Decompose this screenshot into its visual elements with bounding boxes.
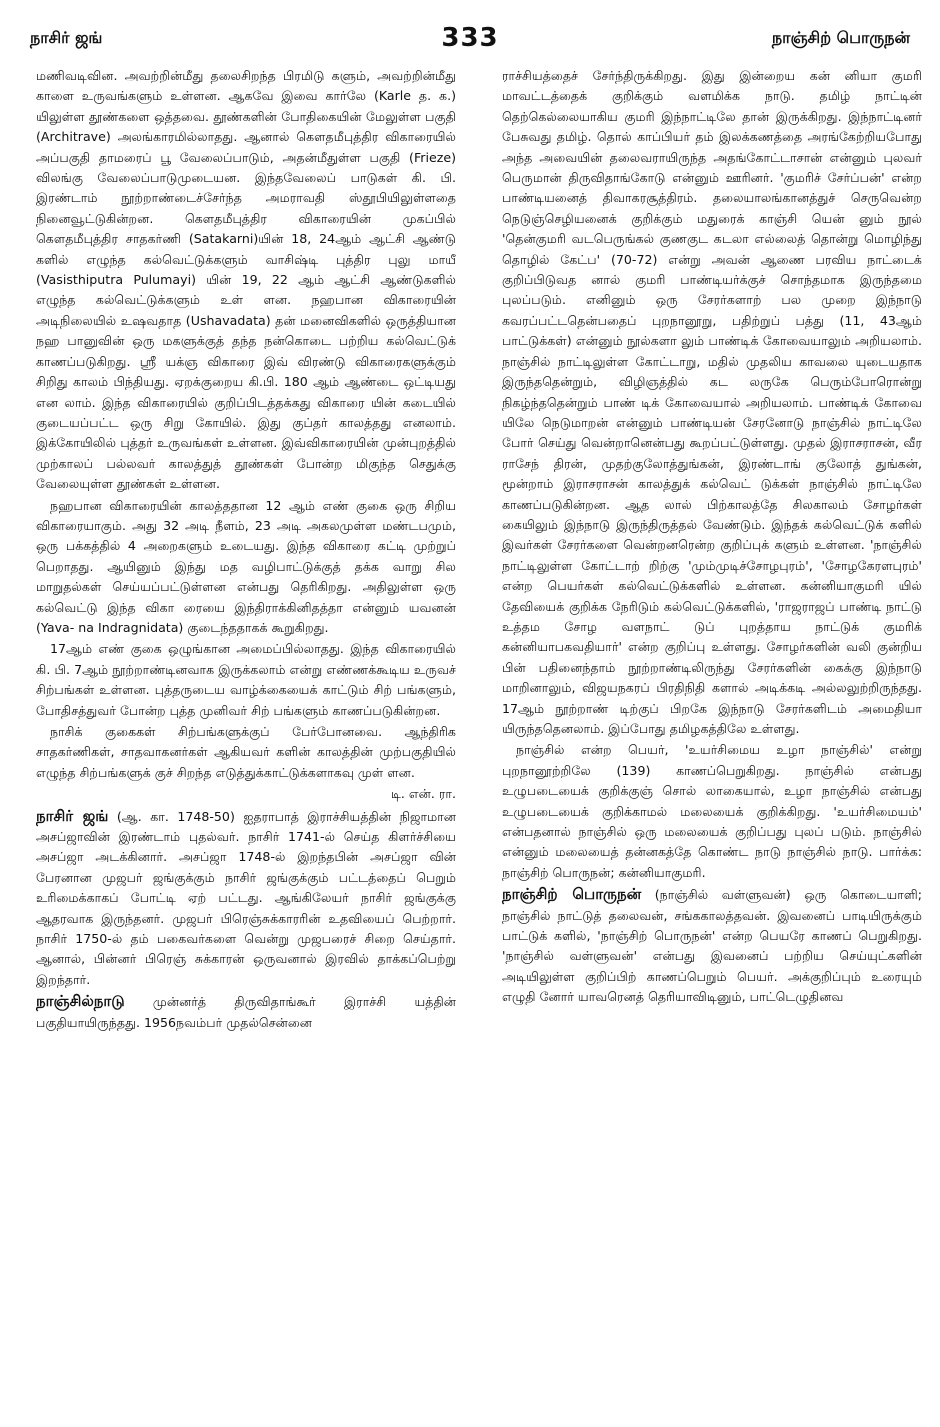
right-column xyxy=(502,66,922,1411)
entry-nanjil-porunan xyxy=(502,884,922,1007)
entry-headword: நாஞ்சிற் பொருநன் xyxy=(502,885,642,904)
entry-text: ஒரு கொடையாளி; நாஞ்சில் நாட்டுத் தலைவன், சங்ககாலத்தவன். இவனைப் பாடியிருக்கும் பாட்டுக் களில், 'நாஞ்சிற் பொருநன்' என்ற பெயரே காணப் பெறுகிறது. 'நாஞ்சில் வள்ளுவன்' என்பது இவனைப் பற்றிய செய்யுட்களின் அடியிலுள்ள குறிப்பிற் காணப்பெறும் பெயர். அக்குறிப்பும் உரையும் எழுதி னோர் யாவரெனத் தெரியாவிடினும், பாட்டெழுதினவ xyxy=(502,887,922,1005)
entry-text: முன்னர்த் திருவிதாங்கூர் இராச்சி யத்தின் பகுதியாயிருந்தது. 1956நவம்பர் முதல்சென்னை xyxy=(36,994,456,1030)
page-number: 333 xyxy=(441,23,499,53)
page-header xyxy=(30,23,910,60)
entry-headword: நாஞ்சில்நாடு xyxy=(36,992,125,1011)
entry-nasir-jung xyxy=(36,806,456,991)
paragraph: 17ஆம் எண் குகை ஒழுங்கான அமைப்பில்லாதது. இந்த விகாரையில் கி. பி. 7ஆம் நூற்றாண்டினவாக இருக்கலாம் என்று எண்ணக்கூடிய உருவச் சிற்பங்கள் உள்ளன. புத்தருடைய வாழ்க்கையைக் காட்டும் சிற் பங்களும், போதிசத்துவர் போன்ற புத்த முனிவர் சிற் பங்களும் காணப்படுகின்றன. xyxy=(36,641,456,718)
author-signature: டி. என். ரா. xyxy=(390,786,456,802)
paragraph: நாசிக் குகைகள் சிற்பங்களுக்குப் பேர்போனவை. ஆந்திரிக சாதகர்ணிகள், சாதவாகனர்கள் ஆகியவர் களின் காலத்தின் முற்பகுதியில் எழுந்த சிற்பங்களுக் குச் சிறந்த எடுத்துக்காட்டுக்களாகவு முள் ளன. xyxy=(36,724,456,780)
left-column xyxy=(36,66,456,1411)
entry-subtitle: (நாஞ்சில் வள்ளுவன்) xyxy=(641,887,791,903)
entry-text: (ஆ. கா. 1748-50) ஐதராபாத் இராச்சியத்தின் நிஜாமான அசப்ஜாவின் இரண்டாம் புதல்வர். நாசிர் 1741-ல் செய்த கிளர்ச்சியை அசப்ஜா அடக்கினார். அசப்ஜா 1748-ல் இறந்தபின் அசப்ஜா வின் பேரனான முஜபர் ஜங்குக்கும் நாசிர் ஜங்குக்கும் பட்டத்தைப் பெறும் உரிமைக்காகப் போட்டி ஏற் பட்டது. ஆங்கிலேயர் நாசிர் ஜங்குக்கு ஆதரவாக இருந்தனர். முஜபர் பிரெஞ்சுக்காரரின் உதவியைப் பெற்றார். நாசிர் 1750-ல் தம் பகைவர்களை வென்று முஜபரைச் சிறை செய்தார். ஆனால், பின்னர் பிரெஞ் சுக்காரன் ஒருவனால் இரவில் தாக்கப்பெற்று இறந்தார். xyxy=(36,808,456,987)
paragraph: நாஞ்சில் என்ற பெயர், 'உயர்சிமைய உழா நாஞ்சில்' என்று புறநானூற்றிலே (139) காணப்பெறுகிறது. நாஞ்சில் என்பது உழுபடையைக் குறிக்குஞ் சொல் லாகையால், உழா நாஞ்சில் என்பது உழுபடையைக் குறிக்காமல் மலையைக் குறிக்கிறது. 'உயர்சிமையம்' என்பதனால் நாஞ்சில் ஒரு மலையைக் குறிப்பது புலப் படும். நாஞ்சில் என்னும் மலையைத் தன்னகத்தே கொண்ட நாடு நாஞ்சில் நாடு. பார்க்க: நாஞ்சிற் பொருநன்; கன்னியாகுமரி. xyxy=(502,742,922,880)
entry-nanjilnadu xyxy=(36,991,456,1033)
entry-headword: நாசிர் ஜங் xyxy=(36,806,109,825)
paragraph: மணிவடிவின. அவற்றின்மீது தலைசிறந்த பிரமிடு களும், அவற்றின்மீது காளை உருவங்களும் உள்ளன. ஆகவே இவை கார்லே (Karle த. க.) யிலுள்ள தூண்களை ஒத்தவை. தூண்களின் போதிகையின் மேலுள்ள பகுதி (Architrave) அலங்காரமில்லாதது. ஆனால் கௌதமீபுத்திர விகாரையில் அப்பகுதி தாமரைப் பூ வேலைப்பாடும், அதன்மீதுள்ள பகுதி (Frieze) விலங்கு வேலைப்பாடுமுடையன. இந்தவேலைப் பாடுகள் கி. பி. இரண்டாம் நூற்றாண்டைச்சேர்ந்த அமராவதி ஸ்தூபியிலுள்ளதை நினைவூட்டுகின்றன. கௌதமீபுத்திர விகாரையின் முகப்பில் கௌதமீபுத்திர சாதகர்ணி (Satakarni)யின் 18, 24ஆம் ஆட்சி ஆண்டு களில் எழுந்த கல்வெட்டுக்களும் வாசிஷ்டி புத்திர புலு மாயீ (Vasisthiputra Pulumayi) யின் 19, 22 ஆம் ஆட்சி ஆண்டுகளில் எழுந்த கல்வெட்டுக்களும் உள் ளன. நஹபான விகாரையின் அடிநிலையில் உஷவதாத (Ushavadata) தன் மனைவிகளில் ஒருத்தியான நஹ பானுவின் ஒரு மகளுக்குத் தந்த நன்கொடை பற்றிய கல்வெட்டுக் காணப்படுகிறது. ஸ்ரீ யக்ஞ விகாரை இவ் விரண்டு விகாரைகளுக்கும் சிறிது காலம் பிந்தியது. ஏறக்குறைய கி.பி. 180 ஆம் ஆண்டை ஒட்டியது என லாம். இந்த விகாரையில் குறிப்பிடத்தக்கது விகாரை யின் கடையில் குடையப்பட்ட ஒரு சிறு கோயில். இது குப்தர் காலத்தது எனலாம். இக்கோயிலில் புத்தர் உருவங்கள் உள்ளன. இவ்விகாரையின் முன்புறத்தில் முற்காலப் பல்லவர் காலத்துத் தூண்கள் போன்ற மிகுந்த செதுக்கு வேலையுள்ள தூண்கள் உள்ளன. xyxy=(36,68,456,492)
running-head-left: நாசிர் ஜங் xyxy=(30,28,103,47)
running-head-right: நாஞ்சிற் பொருநன் xyxy=(771,28,910,47)
paragraph: நஹபான விகாரையின் காலத்ததான 12 ஆம் எண் குகை ஒரு சிறிய விகாரையாகும். அது 32 அடி நீளம், 23 அடி அகலமுள்ள மண்டபமும், ஒரு பக்கத்தில் 4 அறைகளும் உடையது. இந்த விகாரை கட்டி முற்றுப் பெறாதது. ஆயினும் இந்து மத வழிபாட்டுக்குத் தக்க வாறு சில மாறுதல்கள் செய்யப்பட்டுள்ளன என்பது தெரிகிறது. அதிலுள்ள ஒரு கல்வெட்டு இந்த விகா ரையை இந்திராக்கினிதத்தா என்னும் யவனன் (Yava- na Indragnidata) குடைந்ததாகக் கூறுகிறது. xyxy=(36,497,456,635)
paragraph: ராச்சியத்தைச் சேர்ந்திருக்கிறது. இது இன்றைய கன் னியா குமரி மாவட்டத்தைக் குறிக்கும் வளமிக்க நாடு. தமிழ் நாட்டின் தெற்கெல்லையாகிய குமரி இந்நாட்டிலே தான் இருக்கிறது. இந்நாட்டினர் பேசுவது தமிழ். தொல் காப்பியர் தம் இலக்கணத்தை அரங்கேற்றியபோது அந்த அவையின் தலைவராயிருந்த அதங்கோட்டாசான் என்னும் புலவர் பெருமான் திருவிதாங்கோடு என்னும் ஊரினர். 'குமரிச் சேர்ப்பன்' என்ற பாண்டியனைத் திவாகரசூத்திரம். தலையாலங்கானத்துச் செருவென்ற நெடுஞ்செழியனைக் குறிக்கும் மதுரைக் காஞ்சி யென் னும் நூல் 'தென்குமரி வடபெருங்கல் குணகுட கடலா எல்லைத் தொன்று மொழிந்து தொழில் கேட்ப' (70-72) என்று அவன் ஆணை பரவிய நாட்டைக் குறிப்பிடுவத னால் குமரி பாண்டியர்க்குச் சொந்தமாக இருந்தமை புலப்படும். எனினும் ஒரு சேரர்களாற் பல முறை இந்நாடு கவரப்பட்டதென்பதைப் புறநானூறு, பதிற்றுப் பத்து (11, 43ஆம் பாட்டுக்கள்) என்னும் நூல்களா லும் பாண்டிக் கோவையாலும் அறியலாம். நாஞ்சில் நாட்டிலுள்ள கோட்டாறு, மதில் முதலிய காவலை யுடையதாக இருந்ததென்றும், விழிஞத்தில் கட லருகே பெரும்போரொன்று நிகழ்ந்ததென்றும் பாண் டிக் கோவையால் அறியலாம். பாண்டிக் கோவை யிலே நெடுமாறன் என்னும் பாண்டியன் சேரனோடு நாஞ்சில் நாட்டிலே போர் செய்து வென்றானென்பது கூறப்பட்டுள்ளது. முதல் இராசராசன், வீர ராசேந் திரன், முதற்குலோத்துங்கன், இரண்டாங் குலோத் துங்கன், மூன்றாம் இராசராசன் காலத்துக் கல்வெட் டுக்கள் நாஞ்சில் நாட்டிலே காணப்படுகின்றன. ஆத லால் பிற்காலத்தே சிலகாலம் சோழர்கள் கையிலும் இந்நாடு இருந்திருத்தல் வேண்டும். இந்தக் கல்வெட்டுக் களில் இவர்கள் சேரர்களை வென்றனரென்ற குறிப்புக் களும் உள்ளன. 'நாஞ்சில் நாட்டிலுள்ள கோட்டாற் றிற்கு 'மும்முடிச்சோழபுரம்', 'சோழகேரளபுரம்' என்ற பெயர்கள் கல்வெட்டுக்களில் உள்ளன. கன்னியாகுமரி யில் தேவியைக் குறிக்க நேரிடும் கல்வெட்டுக்களில், 'ராஜராஜப் பாண்டி நாட்டு உத்தம சோழ வளநாட் டுப் புறத்தாய நாட்டுக் குமரிக் கன்னியாபகவதியார்' என்ற குறிப்பு உள்ளது. சோழர்களின் வலி குன்றிய பின் பதினைந்தாம் நூற்றாண்டிலிருந்து சேரர்களின் கைக்கு இந்நாடு மாறினாலும், விஜயநகரப் பிரதிநிதி களால் அடிக்கடி அல்லலுற்றிருந்தது. 17ஆம் நூற்றாண் டிற்குப் பிறகே இந்நாடு சேரர்களிடம் அமைதியா யிருந்ததெனலாம். இப்போது தமிழகத்திலே உள்ளது. xyxy=(502,68,922,736)
